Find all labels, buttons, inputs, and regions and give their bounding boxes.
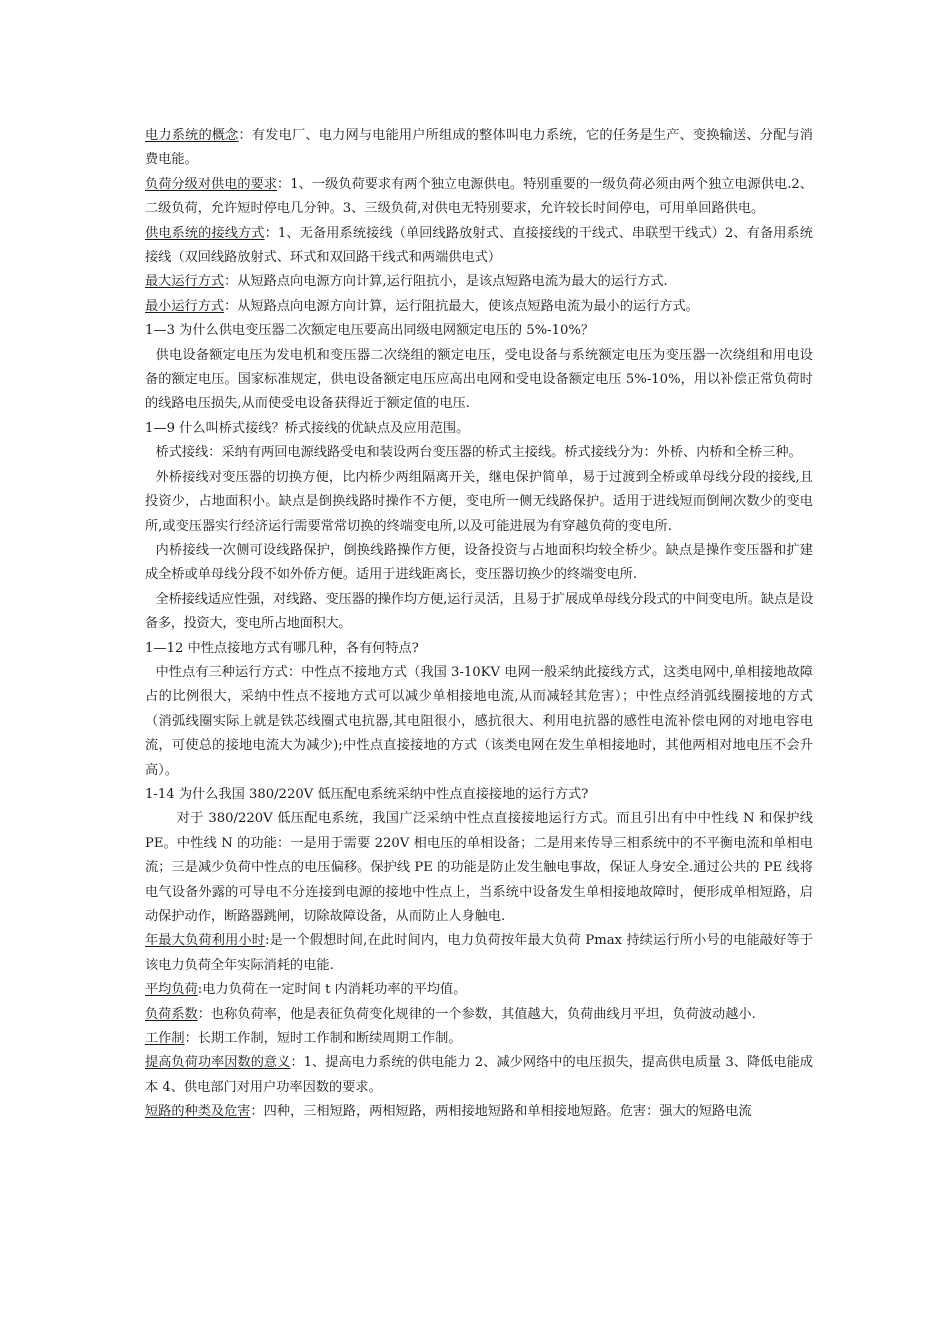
- question-1-9: 1—9 什么叫桥式接线？桥式接线的优缺点及应用范围。: [145, 420, 470, 436]
- answer-1-3: 供电设备额定电压为发电机和变压器二次绕组的额定电压，受电设备与系统额定电压为变压器一次绕组和用电设备的额定电压。国家标准规定，供电设备额定电压应高出电网和受电设备额定电压 5%-10%，用以补偿正常负荷时的线路电压损失,从而使受电设备获得近于额定值的电压.: [145, 347, 813, 412]
- paragraph-text: ：有发电厂、电力网与电能用户所组成的整体叫电力系统，它的任务是生产、变换输送、分配与消费电能。: [145, 128, 813, 168]
- paragraph-wiring-modes: [145, 222, 813, 271]
- answer-1-14: 对于 380/220V 低压配电系统，我国广泛采纳中性点直接接地运行方式。而且引出有中中性线 N 和保护线 PE。中性线 N 的功能：一是用于需要 220V 相电压的单相设备；二是用来传导三相系统中的不平衡电流和单相电流；三是减少负荷中性点的电压偏移。保护线 PE 的功能是防止发生触电事故，保证人身安全.通过公共的 PE 线将电气设备外露的可导电不分连接到电源的接地中性点上，当系统中设备发生单相接地故障时，便形成单相短路，启动保护动作，断路器跳闸，切除故障设备，从而防止人身触电.: [145, 811, 813, 924]
- term-wiring-modes: 供电系统的接线方式: [145, 225, 265, 241]
- term-max-load-hours: 年最大负荷利用小时: [145, 933, 266, 949]
- term-load-factor: 负荷系数: [145, 1006, 198, 1022]
- term-power-system-concept: 电力系统的概念: [145, 128, 239, 143]
- term-max-operation: 最大运行方式: [145, 274, 225, 290]
- paragraph-text: ：1、提高电力系统的供电能力 2、减少网络中的电压损失，提高供电质量 3、降低电能成本 4、供电部门对用户功率因数的要求。: [145, 1055, 813, 1095]
- paragraph-text: ：从短路点向电源方向计算，运行阻抗最大，使该点短路电流为最小的运行方式。: [224, 298, 699, 314]
- paragraph-text: ：也称负荷率，他是表征负荷变化规律的一个参数，其值越大，负荷曲线月平坦，负荷波动越小.: [197, 1006, 756, 1022]
- term-duty-types: 工作制: [145, 1031, 185, 1047]
- paragraph-text: :电力负荷在一定时间 t 内消耗功率的平均值。: [197, 982, 467, 998]
- question-1-12: 1—12 中性点接地方式有哪几种，各有何特点?: [145, 640, 419, 656]
- question-1-3: 1—3 为什么供电变压器二次额定电压要高出同级电网额定电压的 5%-10%？: [145, 323, 595, 339]
- term-power-factor: 提高负荷功率因数的意义: [145, 1055, 291, 1071]
- answer-full-bridge: 全桥接线适应性强，对线路、变压器的操作均方便,运行灵活，且易于扩展成单母线分段式的中间变电所。缺点是设备多，投资大，变电所占地面积大。: [145, 591, 813, 632]
- paragraph-text: ：长期工作制，短时工作制和断续周期工作制。: [184, 1031, 462, 1047]
- answer-bridge-wiring: 桥式接线：采纳有两回电源线路受电和装设两台变压器的桥式主接线。桥式接线分为：外桥、内桥和全桥三种。: [155, 445, 802, 461]
- paragraph-text: ：1、无备用系统接线（单回线路放射式、直接接线的干线式、串联型干线式）2、有备用系统接线（双回线路放射式、环式和双回路干线式和两端供电式）: [145, 225, 813, 266]
- paragraph-text: :是一个假想时间,在此时间内，电力负荷按年最大负荷 Pmax 持续运行所小号的电能敲好等于该电力负荷全年实际消耗的电能.: [145, 933, 814, 973]
- paragraph-short-circuit: [145, 1100, 813, 1124]
- paragraph-power-system-concept: [145, 124, 813, 173]
- paragraph-power-factor: [145, 1051, 813, 1100]
- term-average-load: 平均负荷: [145, 982, 198, 998]
- paragraph-load-factor: [145, 1003, 813, 1027]
- paragraph-text: ：1、一级负荷要求有两个独立电源供电。特别重要的一级负荷必须由两个独立电源供电.2、二级负荷，允许短时停电几分钟。3、三级负荷,对供电无特别要求，允许较长时间停电，可用单回路供电。: [145, 176, 813, 217]
- document-body: [145, 124, 813, 1125]
- paragraph-min-operation: [145, 295, 813, 319]
- paragraph-text: ：从短路点向电源方向计算,运行阻抗小，是该点短路电流为最大的运行方式.: [224, 274, 668, 290]
- question-1-14: 1-14 为什么我国 380/220V 低压配电系统采纳中性点直接接地的运行方式?: [145, 786, 589, 802]
- paragraph-average-load: [145, 978, 813, 1002]
- answer-1-12: 中性点有三种运行方式：中性点不接地方式（我国 3-10KV 电网一般采纳此接线方式，这类电网中,单相接地故障占的比例很大，采纳中性点不接地方式可以减少单相接地电流,从而减轻其危害）；中性点经消弧线圈接地的方式（消弧线圈实际上就是铁芯线圈式电抗器,其电阻很小，感抗很大、利用电抗器的感性电流补偿电网的对地电容电流，可使总的接地电流大为减少);中性点直接接地的方式（该类电网在发生单相接地时，其他两相对地电压不会升高）。: [145, 664, 813, 778]
- answer-outer-bridge: 外桥接线对变压器的切换方便，比内桥少两组隔离开关，继电保护简单，易于过渡到全桥或单母线分段的接线,且投资少，占地面积小。缺点是倒换线路时操作不方便，变电所一侧无线路保护。适用于进线短而倒闸次数少的变电所,或变压器实行经济运行需要常常切换的终端变电所,以及可能进展为有穿越负荷的变电所.: [145, 469, 813, 534]
- paragraph-text: ：四种，三相短路，两相短路，两相接地短路和单相接地短路。危害：强大的短路电流: [250, 1104, 752, 1120]
- paragraph-max-load-hours: [145, 929, 813, 978]
- term-min-operation: 最小运行方式: [145, 298, 225, 314]
- term-load-classification: 负荷分级对供电的要求: [145, 176, 278, 192]
- paragraph-load-classification: [145, 173, 813, 222]
- term-short-circuit: 短路的种类及危害: [145, 1104, 251, 1120]
- paragraph-max-operation: [145, 270, 813, 294]
- paragraph-duty-types: [145, 1027, 813, 1051]
- answer-inner-bridge: 内桥接线一次侧可设线路保护，倒换线路操作方便，设备投资与占地面积均较全桥少。缺点是操作变压器和扩建成全桥或单母线分段不如外侨方便。适用于进线距离长，变压器切换少的终端变电所.: [145, 542, 813, 583]
